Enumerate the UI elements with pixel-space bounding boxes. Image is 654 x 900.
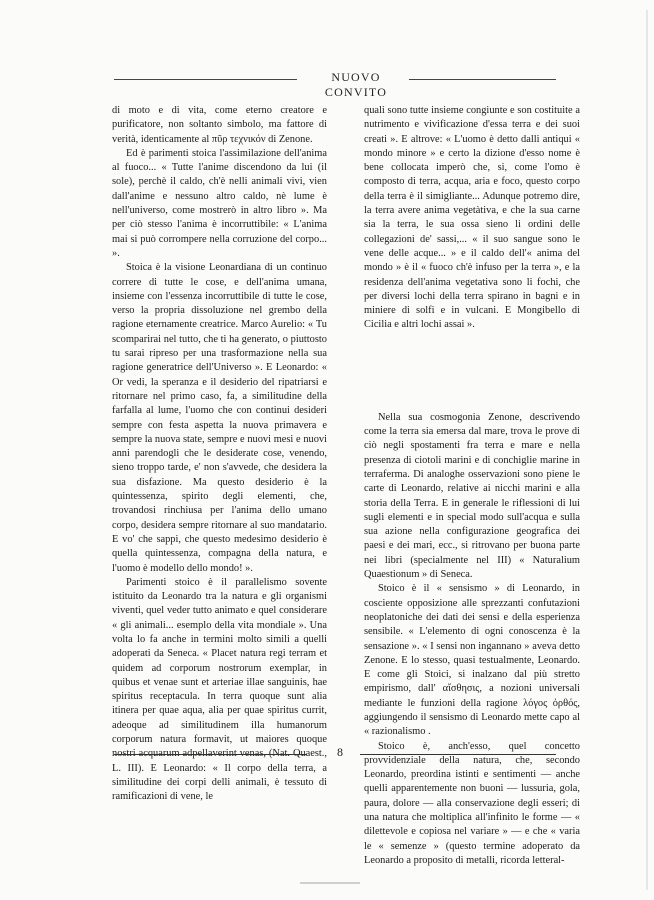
page-edge-shadow	[646, 10, 648, 890]
paragraph: Stoica è la visione Leonardiana di un continuo correre di tutte le cose, e dell'anima umana, insieme con l'essenza incorruttibile di tutte le cose, verso la propria dissoluzione nel grembo della ragione eternamente creatrice. Marco Aurelio: « Tu scomparirai nel tutto, che ti ha generato, o piuttosto tu sarai ripreso per una trasformazione nella sua ragione generatrice dell'Universo ». E Leonardo: « Or vedi, la speranza e il desiderio del ripatriarsi e ritornare nel primo caso, fa, a similitudine della farfalla al lume, l'uomo che con continui desideri sempre con festa aspetta la nuova primavera e sempre la nuova state, sempre e nuovi mesi e nuovi anni parendogli che le desiderate cose, venendo, sieno troppo tarde, e' non s'avvede, che desidera la sua disfazione. Ma questo desiderio è la quintessenza, spirito degli elementi, che, trovandosi rinchiusa per l'anima dello umano corpo, desidera sempre ritornare al suo mandatario. E vo' che sappi, che questo medesimo desiderio è quella quintessenza, compagna della natura, e l'uomo è modello dello mondo! ».	[112, 262, 327, 574]
left-column	[112, 104, 327, 805]
paragraph: Stoico è, anch'esso, quel concetto provvidenziale della natura, che, secondo Leonardo, preordina istinti e sentimenti — anche quelli apparentemente non buoni — lussuria, gola, paura, dolore — alla conservazione degli esseri; di una natura che moltiplica all'infinito le forme — « dilettevole e copiosa nel variare » — e che « varia le « semenze » (questo termine adoperato da Leonardo a proposito di metalli, ricorda letteral-	[364, 740, 580, 866]
header-rule-right	[409, 79, 556, 80]
journal-title: NUOVO CONVITO	[324, 70, 388, 99]
scan-artifact	[300, 882, 360, 884]
paragraph: Parimenti stoico è il parallelismo sovente istituito da Leonardo tra la natura e gli organismi viventi, quel veder tutto animato e quel considerare « gli animali... esemplo della vita mondiale ». Una volta lo fa anche in termini molto simili a quelli adoperati da Seneca. « Placet natura regi terram et quidem ad corporum nostrorum exemplar, in quibus et venae sunt et arteriae illae sanguinis, hae spiritus receptacula. In terra quoque sunt alia itinera per quae aqua, alia per quae spiritus currit, adeoque ad similitudinem illa humanorum corporum natura formavit, ut maiores quoque nostri acquarum adpellaverint venas, (Nat. Quaest., L. III). E Leonardo: « Il corpo della terra, a similitudine dei corpi delli animali, è tessuto di ramificazioni di vene, le	[112, 576, 327, 803]
page-footer	[114, 745, 556, 765]
running-header	[114, 68, 556, 99]
page-number: 8	[337, 745, 343, 759]
footer-rule-left	[114, 754, 307, 755]
paragraph: Ed è parimenti stoica l'assimilazione dell'anima al fuoco... « Tutte l'anime discendono da lui (il sole), perchè il caldo, ch'è nelli animali vivi, vien dall'anime e nessuno altro caldo, nè lume è nell'universo, come mostrerò in altro libro ». Ma per ciò stesso l'anima è incorruttibile: « L'anima mai si può corrompere nella corruzione del corpo... ».	[112, 147, 327, 259]
paragraph: quali sono tutte insieme congiunte e son costituite a nutrimento e vivificazione d'essa terra e dei suoi creati ». E altrove: « L'uomo è detto dalli antiqui « mondo minore » e certo la dizione d'esso nome è bene collocata imperò che, si, come l'omo è composto di terra, acqua, aria e foco, questo corpo della terra è il simigliante... Adunque potremo dire, la terra avere anima vegetàtiva, e che la sua carne sia la terra, le sua ossa sieno li ordini delle collegazioni de' sassi,... « il suo sangue sono le vene delle acque... » e il caldo dell'« anima del mondo » è il « fuoco ch'è infuso per la terra », e la residenza dell'anima vegetativa sono li fochi, che per diversi lochi della terra spirano in bagni e in miniere di solfi e in vulcani. E Mongibello di Cicilia e altri lochi assai ».	[364, 105, 580, 331]
paragraph: di moto e di vita, come eterno creatore e purificatore, non soltanto simbolo, ma fattore di verità, identicamente al πῦρ τεχνικόν di Zenone.	[112, 105, 327, 145]
footer-rule-right	[360, 754, 556, 755]
header-rule-left	[114, 79, 297, 80]
paragraph: Stoico è il « sensismo » di Leonardo, in cosciente opposizione alle sprezzanti confutazioni neoplatoniche dei dati dei sensi e della esperienza sensibile. « L'elemento di ogni conoscenza è la sensazione ». « I sensi non ingannano » aveva detto Zenone. E lo stesso, quasi testualmente, Leonardo. E come gli Stoici, si inalzano dal più stretto empirismo, dall' αἴσθησις, a nozioni universali mediante le funzioni della ragione λόγος ὀρθός, aggiungendo il sensismo di Leonardo mette capo al « razionalismo .	[364, 583, 580, 738]
paragraph: Nella sua cosmogonia Zenone, descrivendo come la terra sia emersa dal mare, trova le prove di ciò negli spostamenti fra terra e mare e nella presenza di ciotoli marini e di conchiglie marine in terraferma. Di analoghe osservazioni sono piene le carte di Leonardo, relative ai nicchi marini e alla storia della Terra. E in generale le riflessioni di lui sugli elementi e in special modo sull'acqua e sulla sua azione nella configurazione geografica dei paesi e dei mari, ecc., si ritrovano per buona parte nei libri (specialmente nel III) « Naturalium Quaestionum » di Seneca.	[364, 411, 580, 581]
